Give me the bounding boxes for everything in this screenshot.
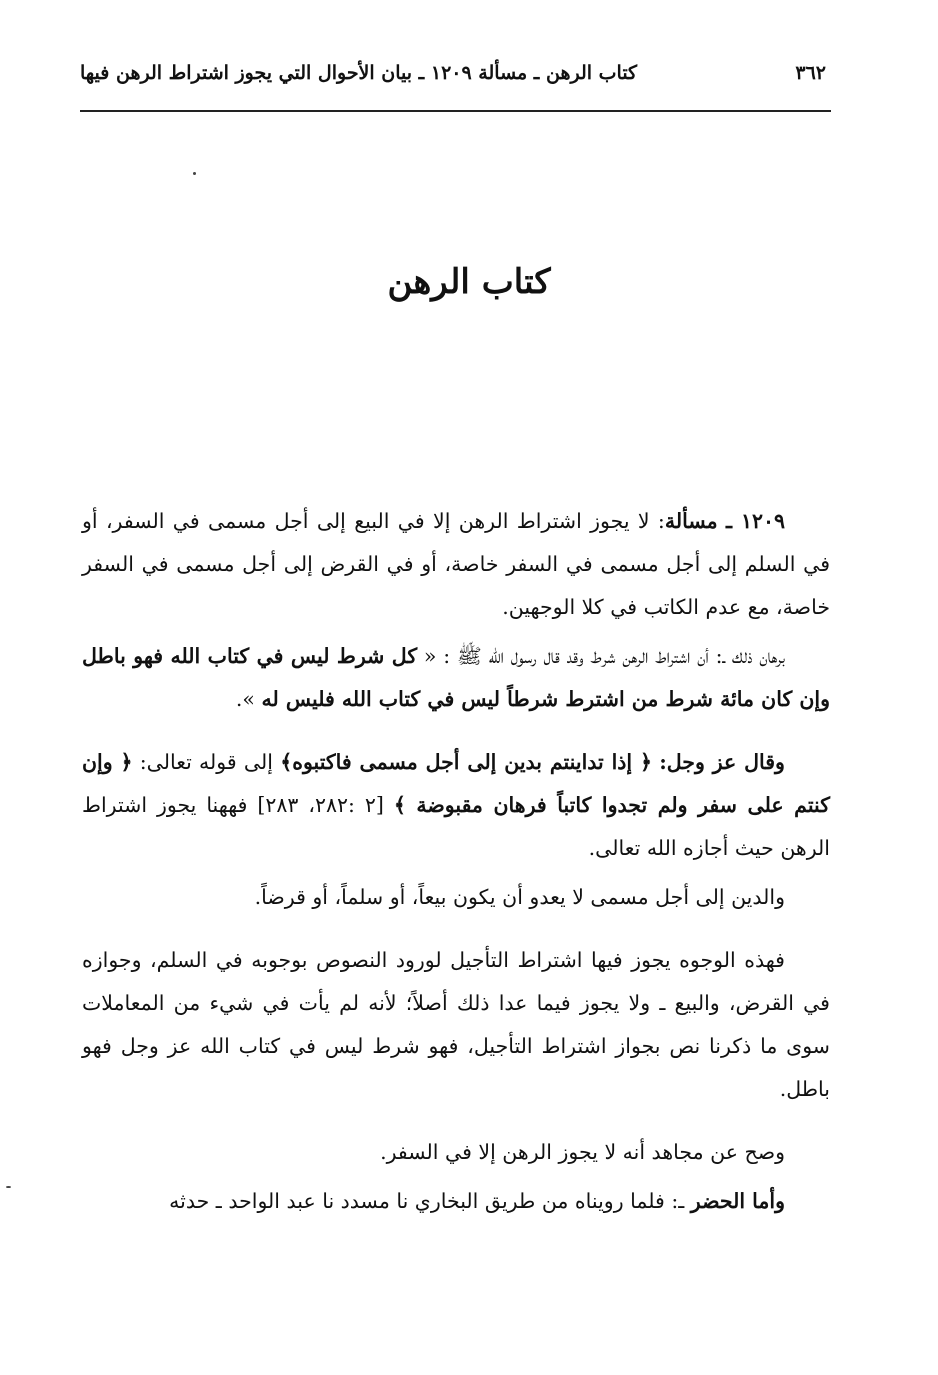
verse-reference: [٢ :٢٨٢، ٢٨٣] bbox=[257, 793, 384, 817]
verse-mid: إلى قوله تعالى: bbox=[139, 750, 273, 774]
scan-speck bbox=[6, 1186, 11, 1188]
hadith-text: كل شرط ليس في كتاب الله فهو باطل وإن كان مائة شرط من اشترط شرطاً ليس في كتاب الله فليس له bbox=[82, 644, 830, 711]
paragraph-verse bbox=[82, 741, 830, 870]
header-rule bbox=[80, 110, 831, 112]
chapter-title: كتاب الرهن bbox=[387, 262, 551, 302]
verse-end: فههنا يجوز اشتراط الرهن حيث أجازه الله تعالى. bbox=[82, 793, 830, 860]
paragraph-debt: والدين إلى أجل مسمى لا يعدو أن يكون بيعاً، أو سلماً، أو قرضاً. bbox=[254, 885, 785, 909]
scan-speck bbox=[193, 172, 196, 175]
running-title: كتاب الرهن ـ مسألة ١٢٠٩ ـ بيان الأحوال التي يجوز اشتراط الرهن فيها bbox=[80, 62, 638, 84]
page-header bbox=[80, 58, 830, 98]
paragraph-issue bbox=[82, 500, 830, 629]
verse-intro: وقال عز وجل: bbox=[659, 750, 785, 774]
paragraph-proof bbox=[82, 635, 830, 721]
issue-text: : لا يجوز اشتراط الرهن إلا في البيع إلى أجل مسمى في السفر، أو في السلم إلى أجل مسمى في السفر خاصة، أو في القرض إلى أجل مسمى في السفر خاصة، مع عدم الكاتب في كلا الوجهين. bbox=[82, 509, 830, 619]
proof-intro: برهان ذلك ـ: أن اشتراط الرهن شرط وقد قال رسول الله ﷺ : « bbox=[423, 644, 785, 668]
issue-label: مسألة bbox=[664, 509, 718, 533]
issue-number: ١٢٠٩ ـ bbox=[725, 509, 785, 533]
residence-text: ـ: فلما رويناه من طريق البخاري نا مسدد نا عبد الواحد ـ حدثه bbox=[169, 1189, 685, 1213]
page-number: ٣٦٢ bbox=[795, 62, 826, 84]
paragraph-conclusion: فهذه الوجوه يجوز فيها اشتراط التأجيل لورود النصوص بوجوبه في السلم، وجوازه في القرض، والبيع ـ ولا يجوز فيما عدا ذلك أصلاً؛ لأنه لم يأت في شيء من المعاملات سوى ما ذكرنا نص بجواز اشتراط التأجيل، فهو شرط ليس في كتاب الله عز وجل فهو باطل. bbox=[82, 948, 830, 1101]
verse-two: ﴿ وإن كنتم على سفر ولم تجدوا كاتباً فرهان مقبوضة ﴾ bbox=[82, 750, 830, 817]
paragraph-residence bbox=[82, 1180, 830, 1223]
hadith-end: ». bbox=[235, 687, 255, 711]
main-text bbox=[82, 500, 830, 1229]
verse-one: ﴿ إذا تداينتم بدين إلى أجل مسمى فاكتبوه﴾ bbox=[280, 750, 652, 774]
paragraph-mujahid: وصح عن مجاهد أنه لا يجوز الرهن إلا في السفر. bbox=[380, 1140, 785, 1164]
residence-label: وأما الحضر bbox=[690, 1189, 785, 1213]
